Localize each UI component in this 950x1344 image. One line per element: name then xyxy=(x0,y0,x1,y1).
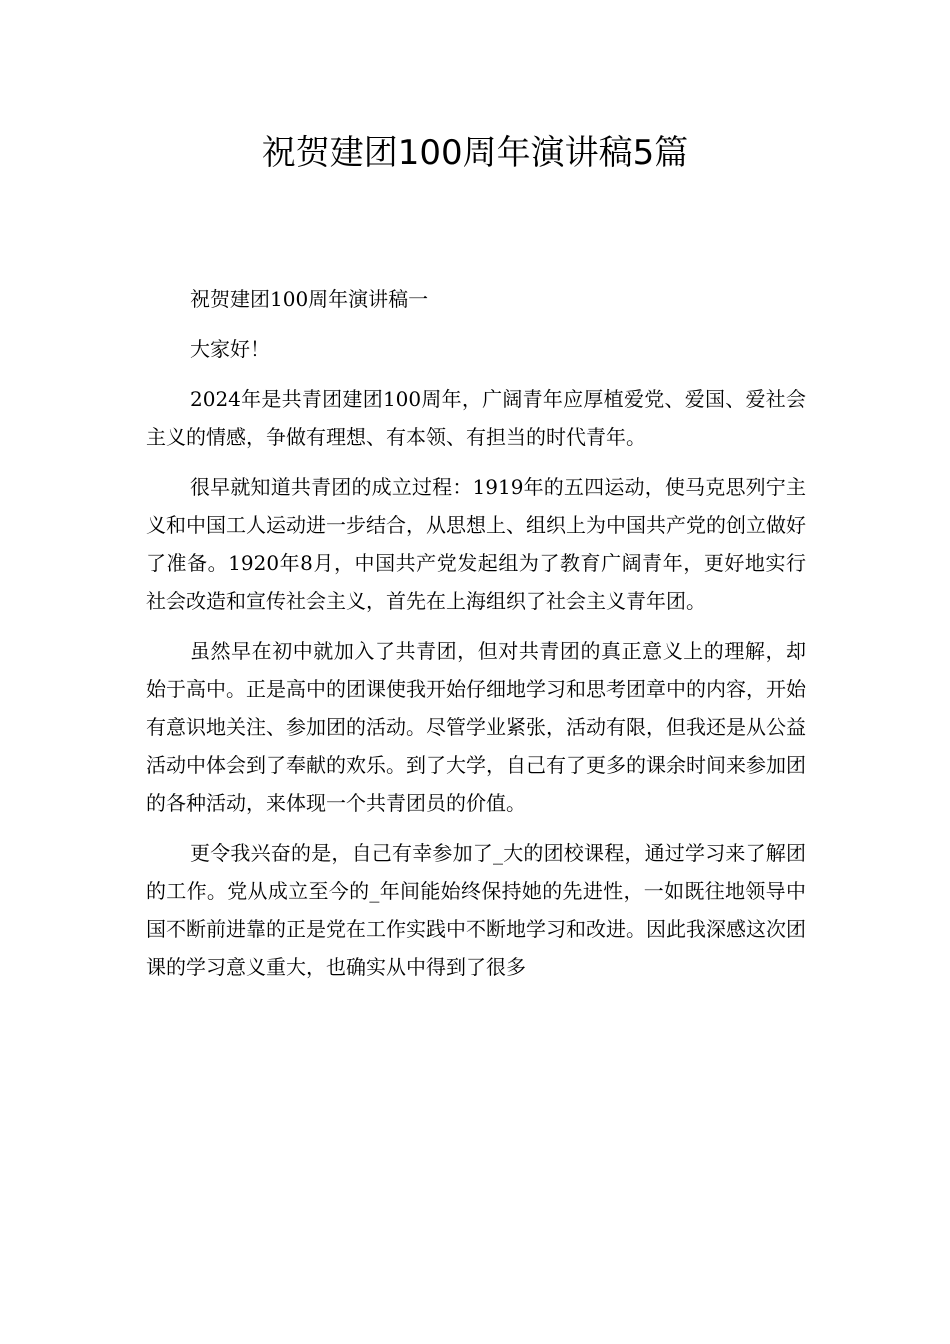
body-paragraph: 很早就知道共青团的成立过程：1919年的五四运动，使马克思列宁主义和中国工人运动进一步结合，从思想上、组织上为中国共产党的创立做好了准备。1920年8月，中国共产党发起组为了教育广阔青年，更好地实行社会改造和宣传社会主义，首先在上海组织了社会主义青年团。 xyxy=(146,475,806,613)
body-paragraph: 2024年是共青团建团100周年，广阔青年应厚植爱党、爱国、爱社会主义的情感，争做有理想、有本领、有担当的时代青年。 xyxy=(146,387,806,449)
body-paragraph: 更令我兴奋的是，自己有幸参加了_大的团校课程，通过学习来了解团的工作。党从成立至今的_年间能始终保持她的先进性，一如既往地领导中国不断前进靠的正是党在工作实践中不断地学习和改进。因此我深感这次团课的学习意义重大，也确实从中得到了很多 xyxy=(146,841,806,979)
document-title: 祝贺建团100周年演讲稿5篇 xyxy=(261,133,689,173)
document-body xyxy=(146,280,806,998)
body-paragraph: 虽然早在初中就加入了共青团，但对共青团的真正意义上的理解，却始于高中。正是高中的团课使我开始仔细地学习和思考团章中的内容，开始有意识地关注、参加团的活动。尽管学业紧张，活动有限，但我还是从公益活动中体会到了奉献的欢乐。到了大学，自己有了更多的课余时间来参加团的各种活动，来体现一个共青团员的价值。 xyxy=(146,639,806,815)
section-heading: 祝贺建团100周年演讲稿一 xyxy=(190,287,429,311)
greeting-paragraph: 大家好！ xyxy=(190,337,270,361)
